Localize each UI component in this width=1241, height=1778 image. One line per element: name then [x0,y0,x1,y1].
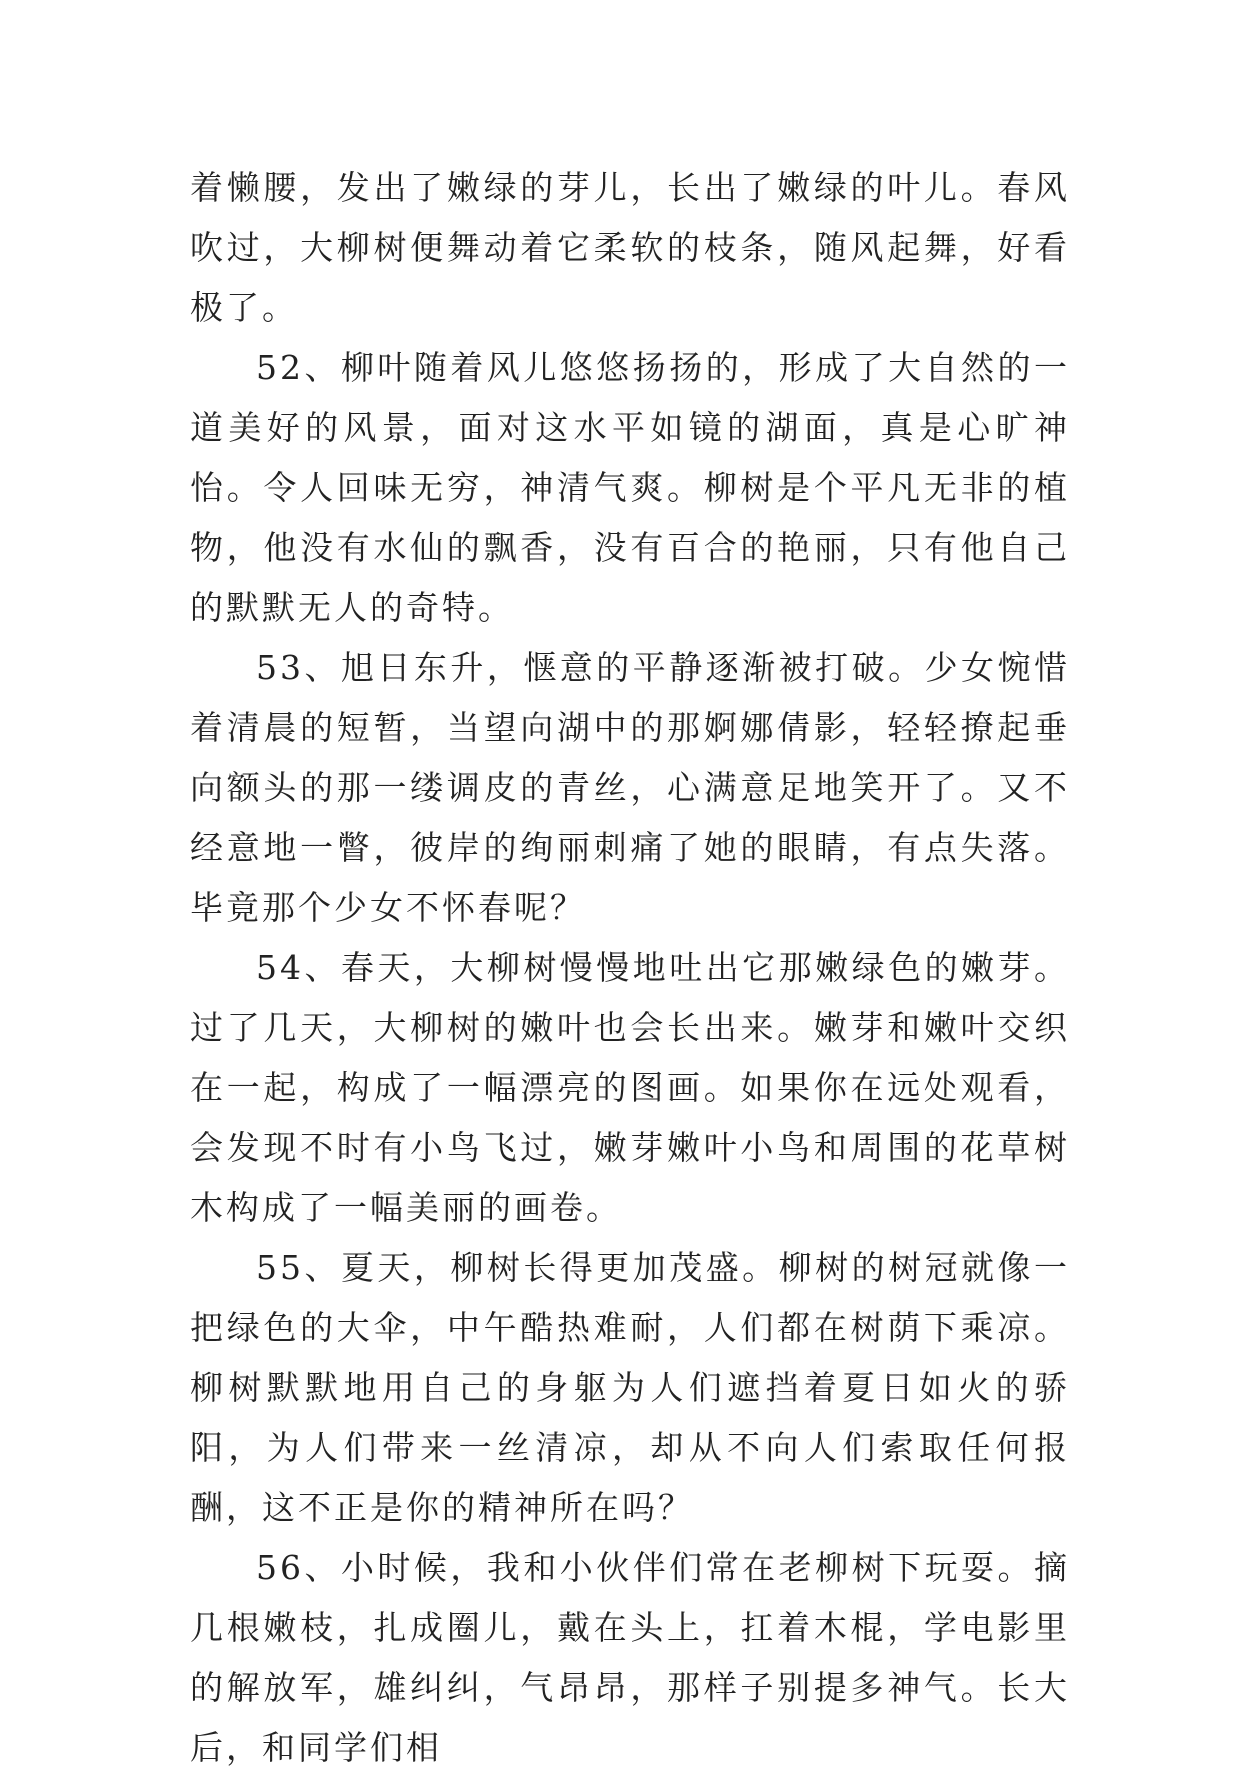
paragraph-continuation: 着懒腰，发出了嫩绿的芽儿，长出了嫩绿的叶儿。春风吹过，大柳树便舞动着它柔软的枝条，随风起舞，好看极了。 [190,168,1070,327]
paragraph-55: 55、夏天，柳树长得更加茂盛。柳树的树冠就像一把绿色的大伞，中午酷热难耐，人们都在树荫下乘凉。柳树默默地用自己的身躯为人们遮挡着夏日如火的骄阳，为人们带来一丝清凉，却从不向人们索取任何报酬，这不正是你的精神所在吗？ [190,1248,1070,1527]
document-body [190,158,1070,1778]
paragraph-52: 52、柳叶随着风儿悠悠扬扬的，形成了大自然的一道美好的风景，面对这水平如镜的湖面，真是心旷神怡。令人回味无穷，神清气爽。柳树是个平凡无非的植物，他没有水仙的飘香，没有百合的艳丽，只有他自己的默默无人的奇特。 [190,348,1070,627]
paragraph-54: 54、春天，大柳树慢慢地吐出它那嫩绿色的嫩芽。过了几天，大柳树的嫩叶也会长出来。嫩芽和嫩叶交织在一起，构成了一幅漂亮的图画。如果你在远处观看，会发现不时有小鸟飞过，嫩芽嫩叶小鸟和周围的花草树木构成了一幅美丽的画卷。 [190,948,1070,1227]
paragraph-53: 53、旭日东升，惬意的平静逐渐被打破。少女惋惜着清晨的短暂，当望向湖中的那婀娜倩影，轻轻撩起垂向额头的那一缕调皮的青丝，心满意足地笑开了。又不经意地一瞥，彼岸的绚丽刺痛了她的眼睛，有点失落。毕竟那个少女不怀春呢？ [190,648,1070,927]
paragraph-56: 56、小时候，我和小伙伴们常在老柳树下玩耍。摘几根嫩枝，扎成圈儿，戴在头上，扛着木棍，学电影里的解放军，雄纠纠，气昂昂，那样子别提多神气。长大后，和同学们相 [190,1548,1070,1767]
